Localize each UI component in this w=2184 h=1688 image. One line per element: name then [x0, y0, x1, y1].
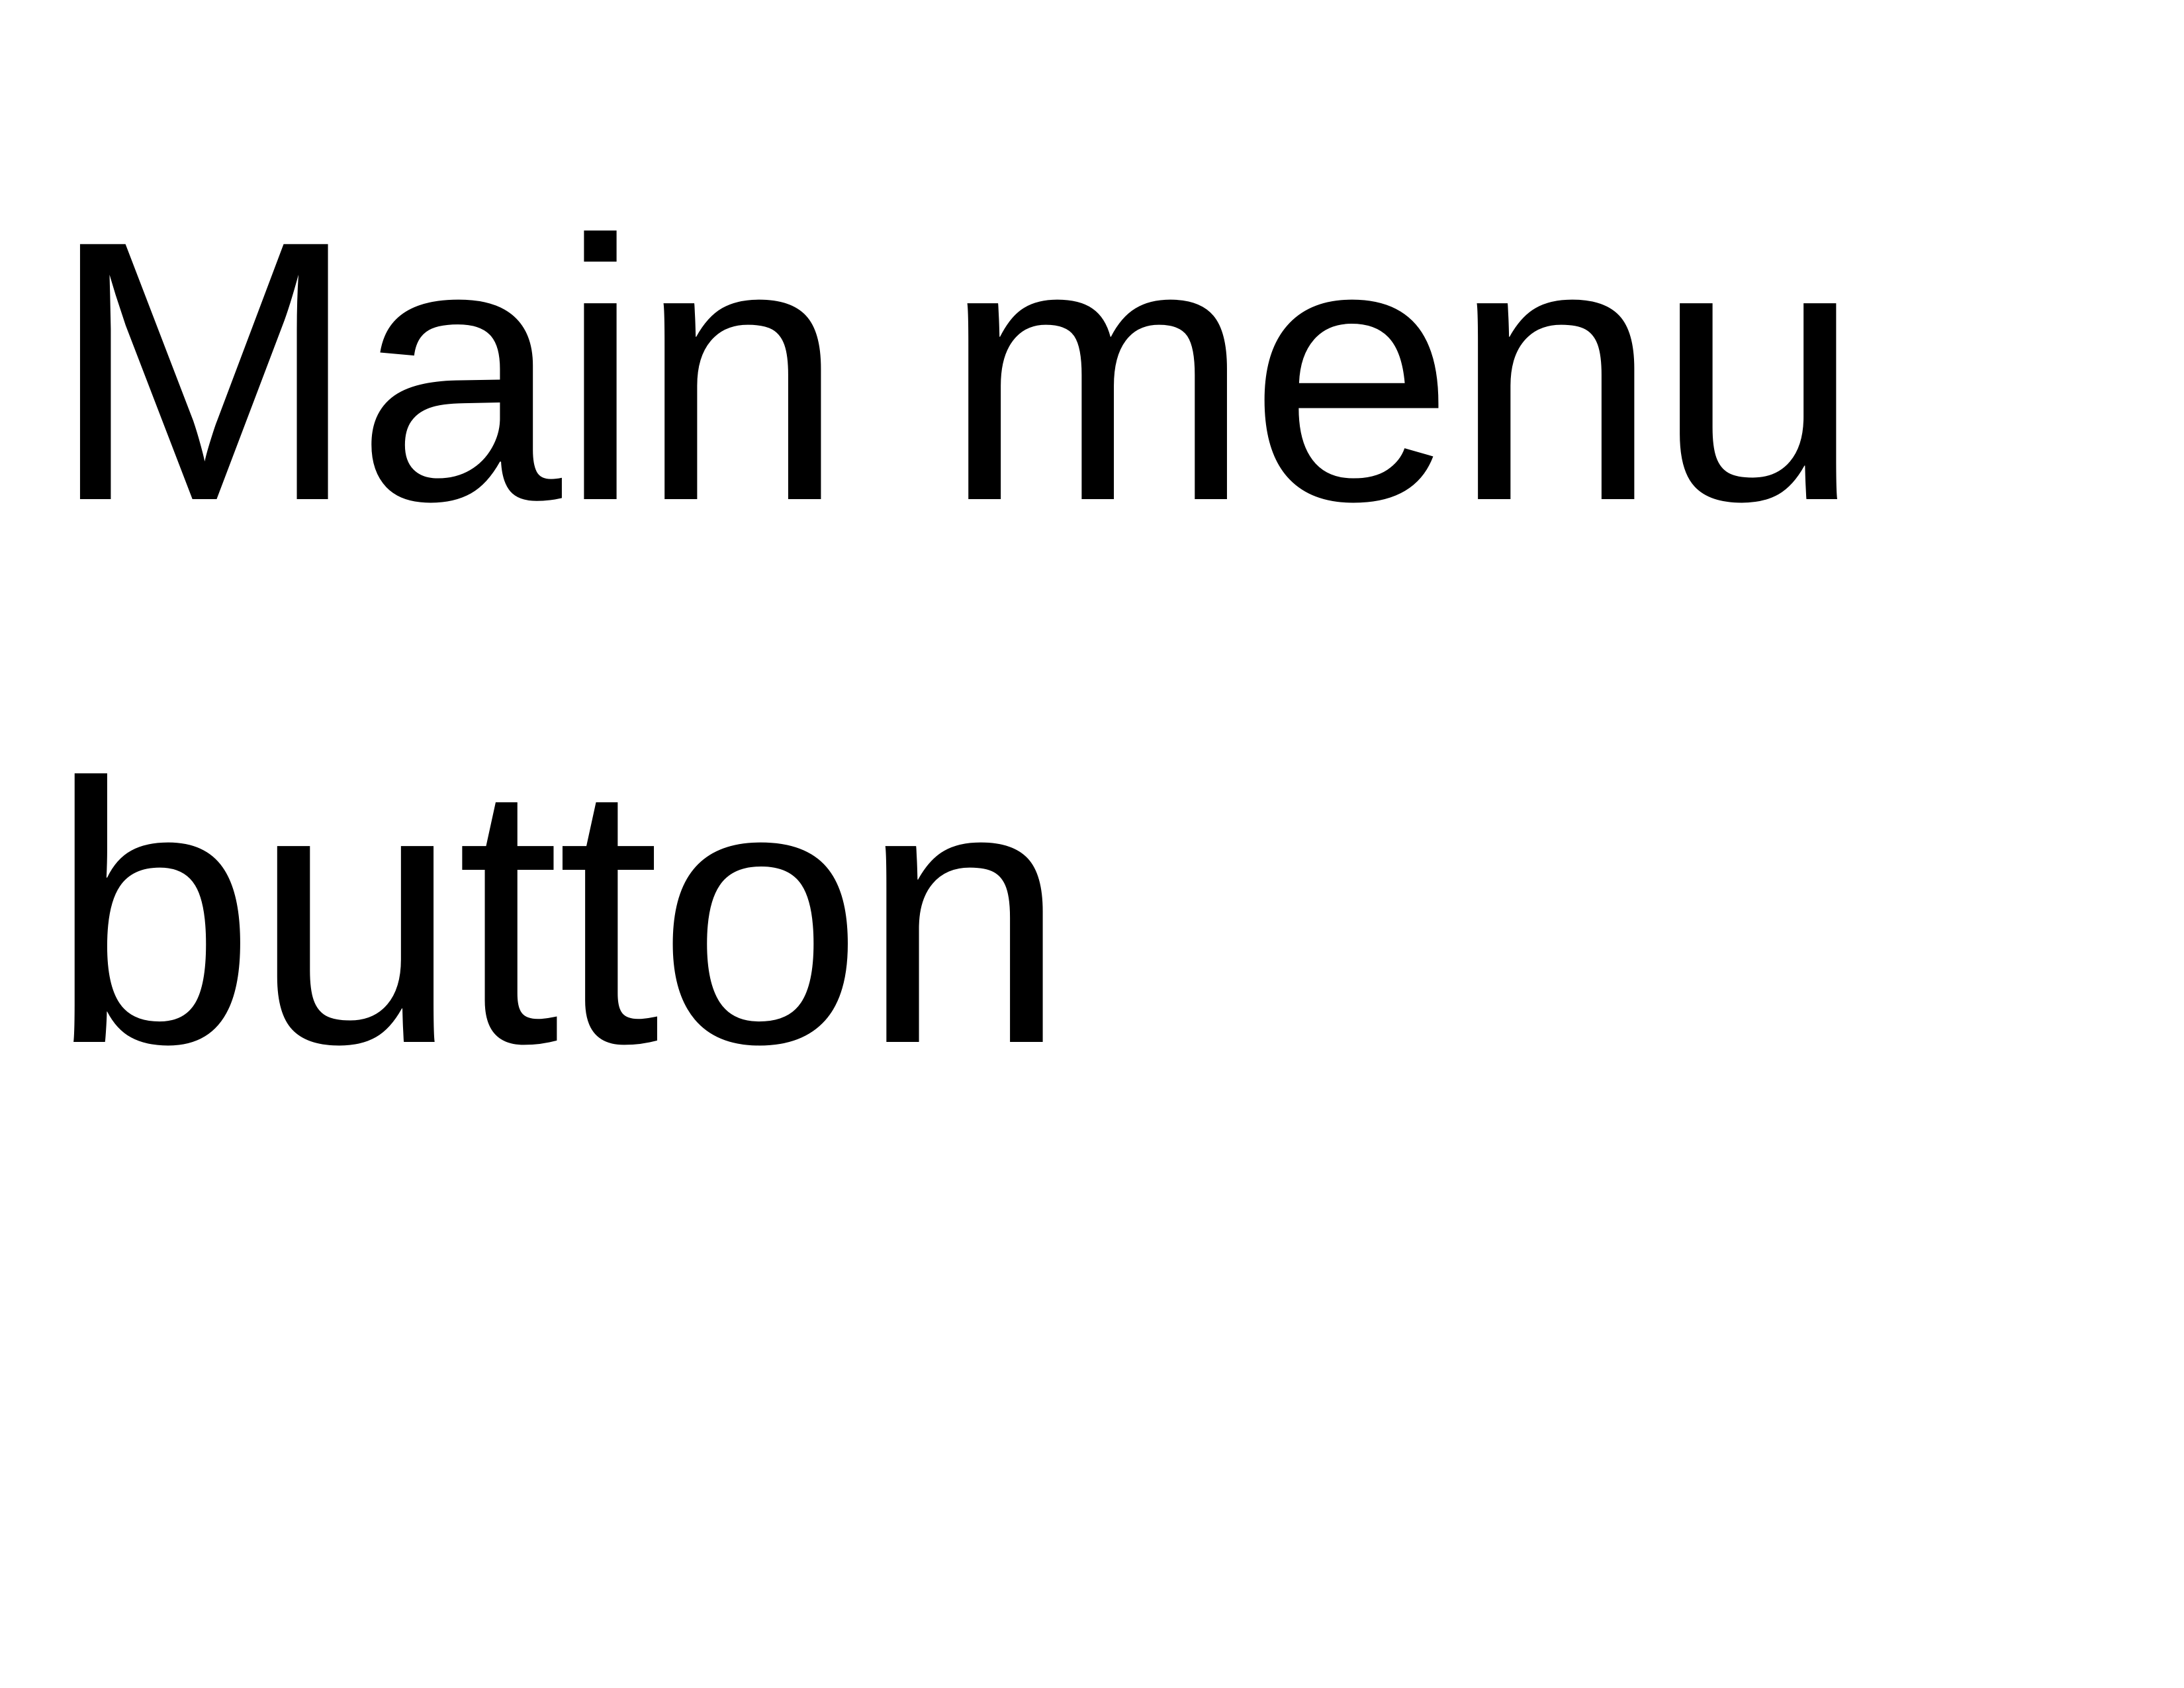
slide-label: Main menu button	[50, 164, 1860, 1121]
